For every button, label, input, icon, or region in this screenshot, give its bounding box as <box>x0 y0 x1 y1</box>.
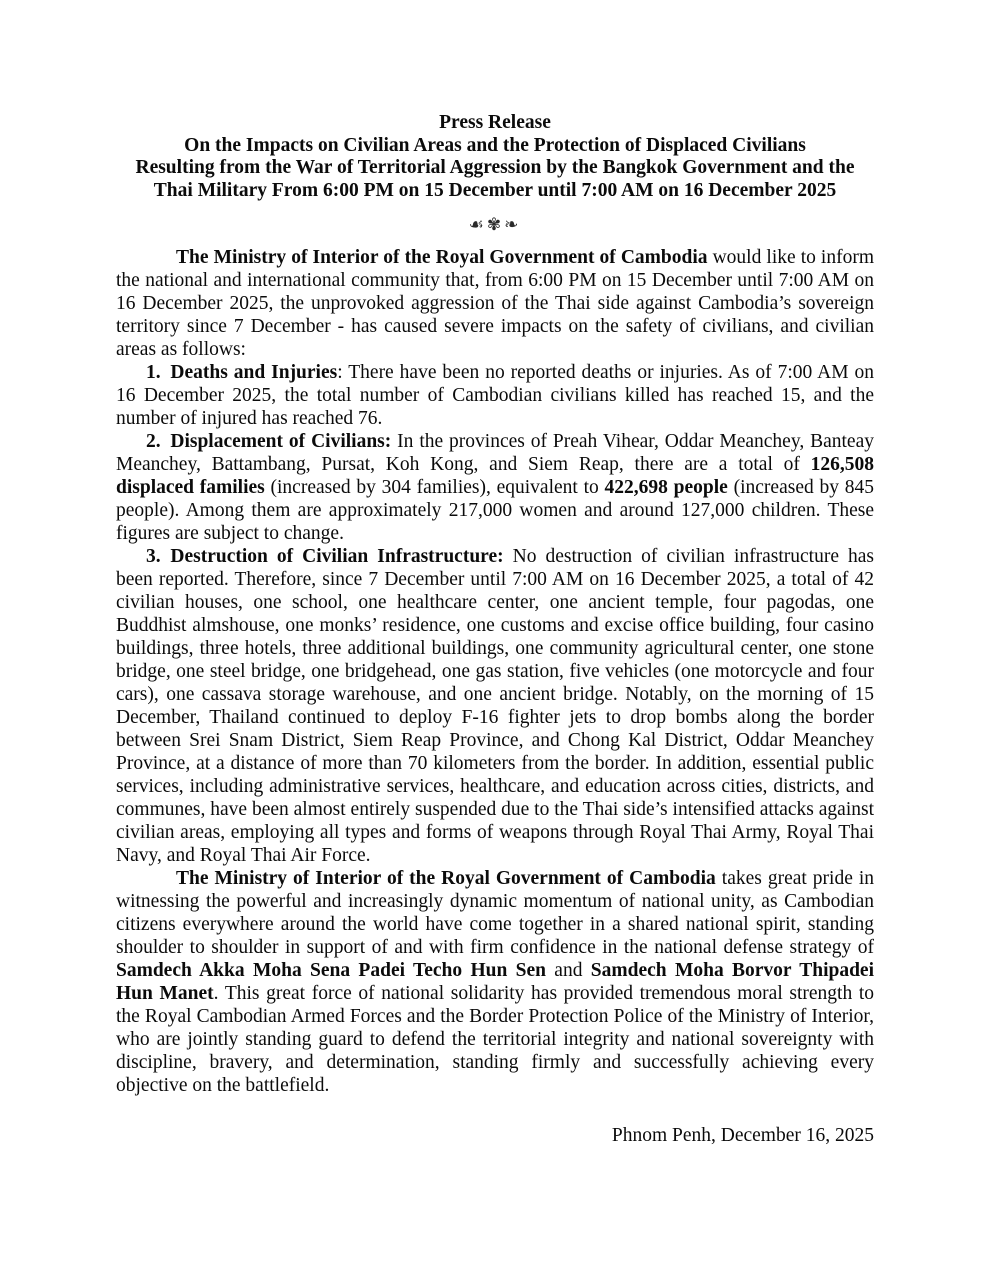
title-line-1: Press Release <box>439 112 551 133</box>
title-line-4: Thai Military From 6:00 PM on 15 December until 7:00 AM on 16 December 2025 <box>153 179 837 201</box>
paragraph-intro: The Ministry of Interior of the Royal Government of Cambodia would like to inform the national and international community that, from 6:00 PM on 15 December until 7:00 AM on 16 December 2025, the unprovoked aggression of the Thai side against Cambodia’s sovereign territory since 7 December - has caused severe impacts on the safety of civilians, and civilian areas as follows: <box>116 247 874 361</box>
title-line-2: On the Impacts on Civilian Areas and the Protection of Displaced Civilians <box>184 134 806 156</box>
list-item-destruction-of-infrastructure: 3. Destruction of Civilian Infrastructure: No destruction of civilian infrastructure has been reported. Therefore, since 7 December until 7:00 AM on 16 December 2025, a total of 42 civilian houses, one school, one healthcare center, one ancient temple, four pagodas, one Buddhist almshouse, one monks’ residence, one customs and excise office building, four casino buildings, three hotels, three additional buildings, one community agricultural center, one stone bridge, one steel bridge, one bridgehead, one gas station, five vehicles (one motorcycle and four cars), one cassava storage warehouse, and one ancient bridge. Notably, on the morning of 15 December, Thailand continued to deploy F-16 fighter jets to drop bombs along the border between Srei Snam District, Siem Reap Province, and Chong Kal District, Oddar Meanchey Province, at a distance of more than 70 kilometers from the border. In addition, essential public services, including administrative services, healthcare, and education across cities, districts, and communes, have been almost entirely suspended due to the Thai side’s intensified attacks against civilian areas, employing all types and forms of weapons through Royal Thai Army, Royal Thai Navy, and Royal Thai Air Force. <box>116 546 875 867</box>
title-line-3: Resulting from the War of Territorial Aggression by the Bangkok Government and the <box>135 157 855 179</box>
paragraph-national-unity: The Ministry of Interior of the Royal Government of Cambodia takes great pride in witnessing the powerful and increasingly dynamic momentum of national unity, as Cambodian citizens everywhere around the world have come together in a shared national spirit, standing shoulder to shoulder in support of and with firm confidence in the national defense strategy of Samdech Akka Moha Sena Padei Techo Hun Sen and Samdech Moha Borvor Thipadei Hun Manet. This great force of national solidarity has provided tremendous moral strength to the Royal Cambodian Armed Forces and the Border Protection Police of the Ministry of Interior, who are jointly standing guard to defend the territorial integrity and national sovereignty with discipline, bravery, and determination, standing firmly and successfully achieving every objective on the battlefield. <box>116 868 875 1097</box>
list-item-displacement-of-civilians: 2. Displacement of Civilians: In the provinces of Preah Vihear, Oddar Meanchey, Banteay Meanchey, Battambang, Pursat, Koh Kong, and Siem Reap, there are a total of 126,508 displaced families (increased by 304 families), equivalent to 422,698 people (increased by 845 people). Among them are approximately 217,000 women and around 127,000 children. These figures are subject to change. <box>116 431 874 545</box>
dateline: Phnom Penh, December 16, 2025 <box>611 1125 874 1147</box>
floral-divider-ornament: ☙✾❧ <box>468 215 522 235</box>
list-item-deaths-and-injuries: 1. Deaths and Injuries: There have been no reported deaths or injuries. As of 7:00 AM on 16 December 2025, the total number of Cambodian civilians killed has reached 15, and the number of injured has reached 76. <box>116 362 874 430</box>
document-title <box>116 112 874 202</box>
